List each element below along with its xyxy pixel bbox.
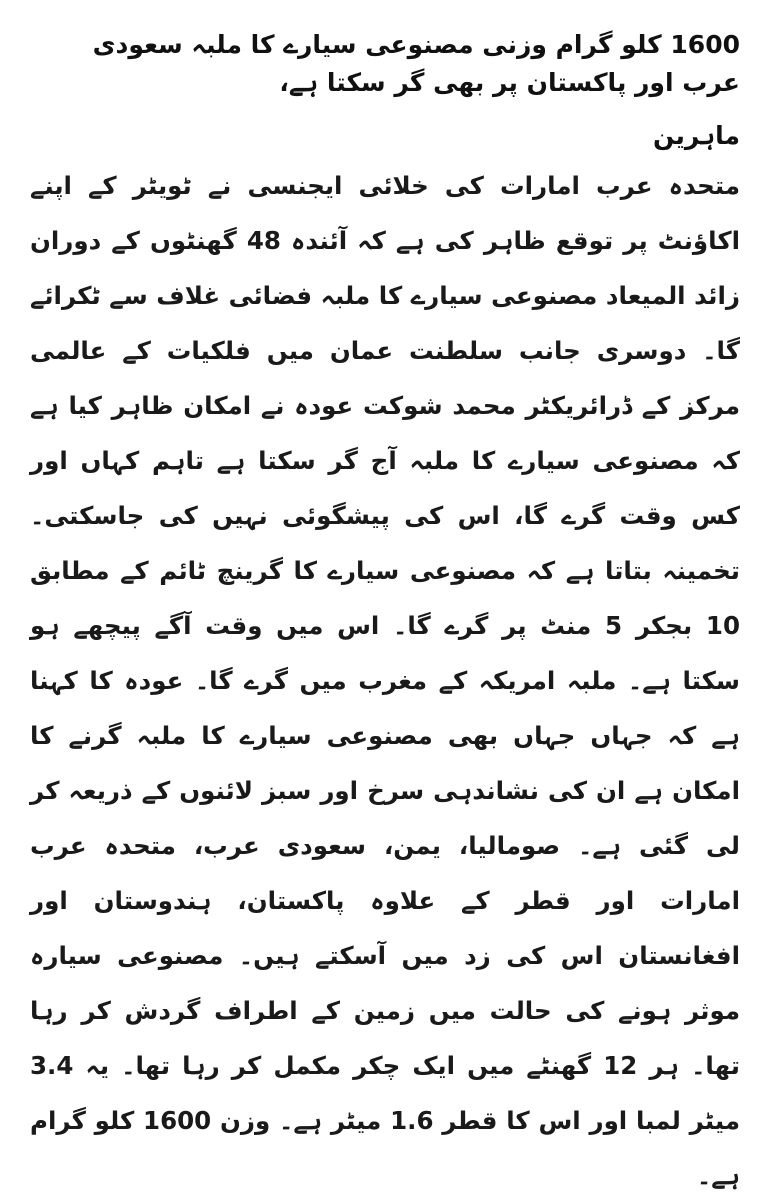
article-body: متحدہ عرب امارات کی خلائی ایجنسی نے ٹویٹر کے اپنے اکاؤنٹ پر توقع ظاہر کی ہے کہ آئندہ 48 گھنٹوں کے دوران زائد المیعاد مصنوعی سیارے کا ملبہ فضائی غلاف سے ٹکرائے گا۔ دوسری جانب سلطنت عمان میں فلکیات کے عالمی مرکز کے ڈرائریکٹر محمد شوکت عودہ نے امکان ظاہر کیا ہے کہ مصنوعی سیارے کا ملبہ آج گر سکتا ہے تاہم کہاں اور کس وقت گرے گا، اس کی پیشگوئی نہیں کی جاسکتی۔ تخمینہ بتاتا ہے کہ مصنوعی سیارے کا گرینچ ٹائم کے مطابق 10 بجکر 5 منٹ پر گرے گا۔ اس میں وقت آگے پیچھے ہو سکتا ہے۔ ملبہ امریکہ کے مغرب میں گرے گا۔ عودہ کا کہنا ہے کہ جہاں جہاں بھی مصنوعی سیارے کا ملبہ گرنے کا امکان ہے ان کی نشاندہی سرخ اور سبز لائنوں کے ذریعہ کر لی گئی ہے۔ صومالیا، یمن، سعودی عرب، متحدہ عرب امارات اور قطر کے علاوہ پاکستان، ہندوستان اور افغانستان اس کی زد میں آسکتے ہیں۔ مصنوعی سیارہ موثر ہونے کی حالت میں زمین کے اطراف گردش کر رہا تھا۔ ہر 12 گھنٹے میں ایک چکر مکمل کر رہا تھا۔ یہ 3.4 میٹر لمبا اور اس کا قطر 1.6 میٹر ہے۔ وزن 1600 کلو گرام ہے۔	[30, 171, 741, 1190]
article-headline: 1600 کلو گرام وزنی مصنوعی سیارے کا ملبہ سعودی عرب اور پاکستان پر بھی گر سکتا ہے،	[92, 30, 740, 97]
article-byline: ماہرین	[653, 121, 740, 150]
